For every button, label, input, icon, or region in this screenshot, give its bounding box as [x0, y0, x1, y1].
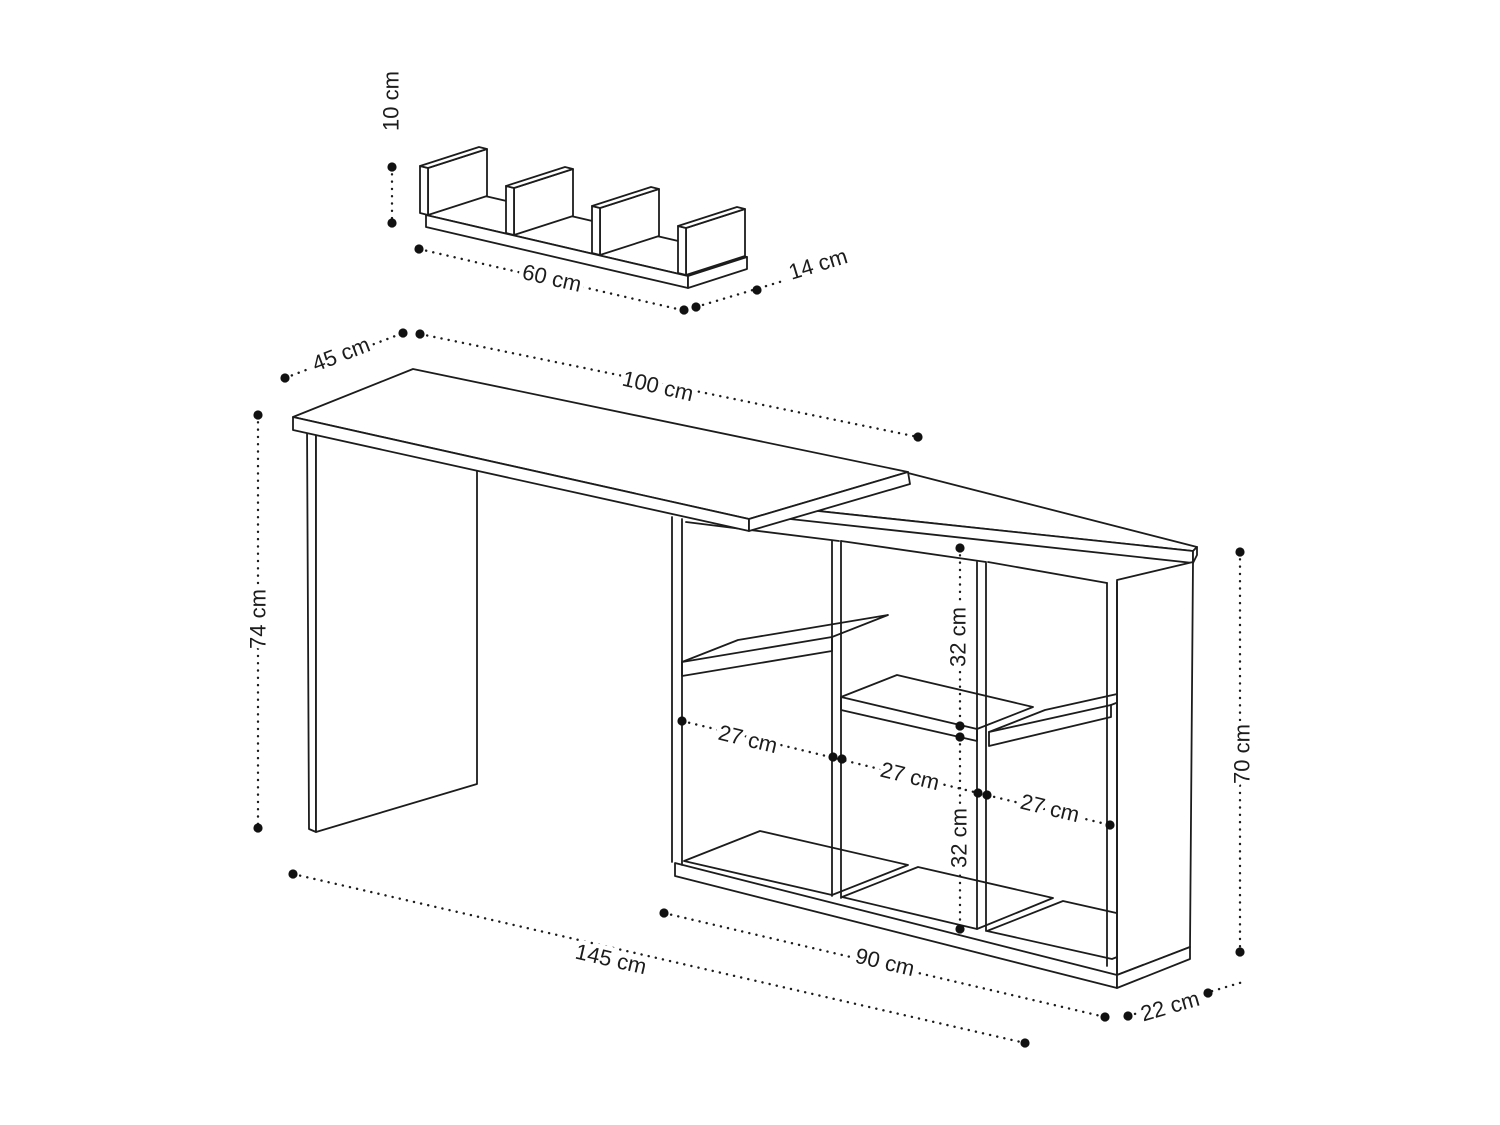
dimension-label: 27 cm	[715, 719, 781, 759]
dimension-endpoint-dot	[387, 218, 396, 227]
dimension-label: 32 cm	[945, 607, 971, 667]
dimension-label: 45 cm	[308, 331, 374, 377]
dim-bookshelf-depth	[1123, 982, 1243, 1026]
desk-leg-panel	[316, 427, 477, 832]
dimension-endpoint-dot	[913, 432, 922, 441]
bookshelf-top-end	[1193, 547, 1197, 563]
wall-shelf-drawing	[420, 147, 747, 288]
dimension-label: 74 cm	[245, 589, 271, 649]
cubby-top-edge	[841, 541, 986, 562]
dimension-endpoint-dot	[828, 752, 837, 761]
dimension-line	[696, 281, 783, 307]
dimension-endpoint-dot	[955, 721, 964, 730]
dimension-endpoint-dot	[752, 285, 761, 294]
dimension-endpoint-dot	[1020, 1038, 1029, 1047]
dim-desk-depth	[280, 328, 407, 382]
dimension-endpoint-dot	[973, 788, 982, 797]
dimension-label: 90 cm	[852, 942, 918, 982]
dimension-endpoint-dot	[1235, 947, 1244, 956]
wall-shelf-divider-side	[678, 226, 686, 275]
dimension-label: 27 cm	[877, 756, 943, 796]
dimension-endpoint-dot	[398, 328, 407, 337]
desk-drawing	[293, 369, 910, 832]
dimension-endpoint-dot	[1123, 1011, 1132, 1020]
dimension-endpoint-dot	[1235, 547, 1244, 556]
dim-compartment-height-upper	[946, 543, 971, 730]
dimension-label: 100 cm	[620, 365, 696, 407]
dimension-endpoint-dot	[288, 869, 297, 878]
dimension-label: 60 cm	[519, 259, 585, 297]
wall-shelf-divider-side	[592, 206, 600, 255]
dimension-endpoint-dot	[414, 244, 423, 253]
dimension-label: 145 cm	[573, 938, 649, 980]
dimension-endpoint-dot	[387, 162, 396, 171]
dimension-endpoint-dot	[659, 908, 668, 917]
dim-bookshelf-height	[1230, 547, 1255, 956]
wall-shelf-divider-side	[420, 166, 428, 215]
dimension-label: 27 cm	[1017, 788, 1083, 828]
dimension-endpoint-dot	[955, 924, 964, 933]
dimension-endpoint-dot	[1105, 820, 1114, 829]
dim-compartment-widths	[677, 716, 1114, 829]
cubby-top-edge	[988, 562, 1107, 583]
dimension-endpoint-dot	[837, 754, 846, 763]
bookshelf-right-panel	[1117, 562, 1193, 975]
dimension-label: 22 cm	[1137, 985, 1203, 1027]
dimension-endpoint-dot	[415, 329, 424, 338]
dimension-endpoint-dot	[677, 716, 686, 725]
dimension-label: 32 cm	[946, 808, 972, 868]
dimension-endpoint-dot	[679, 305, 688, 314]
dimension-endpoint-dot	[691, 302, 700, 311]
dimension-endpoint-dot	[955, 543, 964, 552]
wall-shelf-divider-side	[506, 186, 514, 235]
shelf-front-band	[682, 637, 832, 676]
dimension-endpoint-dot	[955, 732, 964, 741]
dimension-endpoint-dot	[1203, 988, 1212, 997]
dimension-label: 10 cm	[378, 71, 404, 131]
dimension-endpoint-dot	[1100, 1012, 1109, 1021]
dimension-endpoint-dot	[982, 790, 991, 799]
dimension-endpoint-dot	[253, 410, 262, 419]
dim-wall-shelf-height	[379, 71, 404, 228]
dimension-label: 14 cm	[785, 243, 851, 285]
dimension-endpoint-dot	[253, 823, 262, 832]
dim-desk-height	[246, 410, 271, 832]
dimension-endpoint-dot	[280, 373, 289, 382]
dimension-label: 70 cm	[1229, 724, 1255, 784]
desk-leg-side	[307, 423, 316, 832]
